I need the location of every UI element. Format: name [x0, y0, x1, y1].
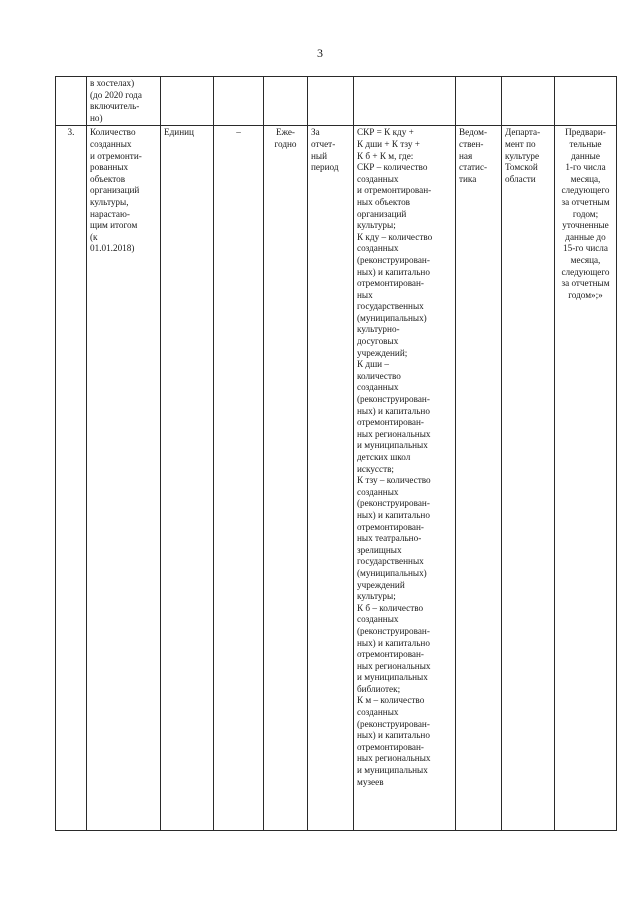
text-line: ных театрально-: [357, 533, 422, 544]
text-line: нарастаю-: [90, 208, 130, 219]
text-line: (реконструирован-: [357, 394, 430, 405]
text-line: –: [236, 127, 241, 138]
text-line: созданных: [357, 173, 399, 184]
frequency-cell: [264, 126, 308, 831]
text-line: (реконструирован-: [357, 498, 430, 509]
text-line: области: [505, 173, 536, 184]
text-line: культурно-: [357, 324, 400, 335]
text-line: но): [90, 112, 103, 123]
text-line: ная: [459, 150, 473, 161]
text-line: К дши –: [357, 359, 389, 370]
formula-cell: [354, 77, 456, 126]
frequency-cell: [264, 77, 308, 126]
text-line: ных) и капитально: [357, 509, 430, 520]
text-line: и отремонтирован-: [357, 185, 432, 196]
text-line: ных объектов: [357, 196, 411, 207]
text-line: данные до: [565, 231, 606, 242]
text-line: СКР – количество: [357, 162, 428, 173]
text-line: и муниципальных: [357, 765, 428, 776]
text-line: К б – количество: [357, 602, 424, 613]
row-number-cell: 3.: [56, 126, 87, 831]
text-line: тика: [459, 173, 477, 184]
text-line: Томской: [505, 162, 538, 173]
text-line: отремонтирован-: [357, 521, 424, 532]
text-line: отчет-: [311, 138, 336, 149]
text-line: ных региональных: [357, 660, 431, 671]
dynamics-cell: [214, 77, 264, 126]
text-line: культуры;: [357, 220, 396, 231]
text-line: СКР = К кду +: [357, 127, 414, 138]
cell-text: [505, 127, 551, 185]
text-line: 1-го числа: [565, 162, 606, 173]
text-line: созданных: [357, 382, 399, 393]
text-line: культуры;: [357, 591, 396, 602]
text-line: Количество: [90, 127, 136, 138]
text-line: государственных: [357, 556, 424, 567]
text-line: детских школ: [357, 452, 411, 462]
text-line: период: [311, 162, 339, 173]
dynamics-cell: [214, 126, 264, 831]
text-line: зрелищных: [357, 544, 402, 555]
text-line: учреждений: [357, 579, 405, 590]
text-line: ных региональных: [357, 753, 431, 764]
text-line: отремонтирован-: [357, 741, 424, 752]
period-cell: [308, 126, 354, 831]
text-line: организаций: [90, 185, 140, 196]
text-line: количество: [357, 370, 401, 381]
text-line: ствен-: [459, 138, 484, 149]
indicator-name-cell: [87, 77, 161, 126]
text-line: К тзу – количество: [357, 475, 431, 486]
deadline-cell: [555, 126, 617, 831]
indicator-table: [55, 76, 617, 831]
cell-text: [90, 78, 157, 124]
text-line: месяца,: [570, 173, 601, 184]
text-line: музеев: [357, 776, 384, 787]
formula-cell: [354, 126, 456, 831]
unit-cell: [161, 126, 214, 831]
text-line: ных) и капитально: [357, 405, 430, 416]
text-line: Единиц: [164, 127, 194, 138]
text-line: (реконструирован-: [357, 718, 430, 729]
text-line: щим итогом: [90, 220, 138, 231]
text-line: следующего: [561, 185, 610, 196]
text-line: (муниципальных): [357, 567, 427, 578]
data-source-cell: [456, 77, 502, 126]
text-line: Департа-: [505, 127, 541, 138]
text-line: ных) и капитально: [357, 266, 430, 277]
cell-text: [459, 127, 498, 185]
text-line: государственных: [357, 301, 424, 312]
text-line: данные: [571, 150, 600, 161]
text-line: годно: [274, 138, 297, 149]
text-line: созданных: [90, 138, 132, 149]
text-line: ных) и капитально: [357, 637, 430, 648]
responsible-cell: [502, 77, 555, 126]
text-line: За: [311, 127, 320, 138]
text-line: в хостелах): [90, 78, 135, 88]
text-line: созданных: [357, 614, 399, 625]
text-line: К б + К м, где:: [357, 150, 414, 161]
text-line: ный: [311, 150, 328, 161]
text-line: К кду – количество: [357, 231, 433, 242]
text-line: Ведом-: [459, 127, 488, 138]
page-number: 3: [317, 46, 323, 60]
text-line: Еже-: [276, 127, 295, 138]
text-line: (реконструирован-: [357, 625, 430, 636]
text-line: созданных: [357, 707, 399, 718]
cell-text: [164, 127, 210, 139]
text-line: учреждений;: [357, 347, 408, 358]
period-cell: [308, 77, 354, 126]
deadline-cell: [555, 77, 617, 126]
text-line: созданных: [357, 486, 399, 497]
text-line: культуры,: [90, 196, 129, 207]
text-line: месяца,: [570, 254, 601, 265]
text-line: годом;: [572, 208, 599, 219]
text-line: ных: [357, 289, 373, 300]
text-line: ных) и капитально: [357, 730, 430, 741]
cell-text: [217, 127, 260, 139]
cell-text: [558, 127, 613, 301]
cell-text: [267, 127, 304, 150]
responsible-cell: [502, 126, 555, 831]
text-line: (муниципальных): [357, 312, 427, 323]
text-line: отремонтирован-: [357, 278, 424, 289]
text-line: статис-: [459, 162, 488, 173]
text-line: за отчетным: [561, 278, 610, 289]
text-line: К м – количество: [357, 695, 425, 706]
text-line: за отчетным: [561, 196, 610, 207]
text-line: библиотек;: [357, 683, 401, 694]
data-source-cell: [456, 126, 502, 831]
text-line: годом»;»: [568, 289, 603, 300]
text-line: культуре: [505, 150, 540, 161]
text-line: и муниципальных: [357, 440, 428, 451]
text-line: уточненные: [562, 220, 609, 231]
text-line: мент по: [505, 138, 536, 149]
text-line: ных региональных: [357, 428, 431, 439]
text-line: и муниципальных: [357, 672, 428, 683]
text-line: организаций: [357, 208, 407, 219]
text-line: отремонтирован-: [357, 649, 424, 660]
text-line: (к: [90, 231, 98, 242]
text-line: К дши + К тзу +: [357, 138, 420, 149]
text-line: рованных: [90, 162, 129, 173]
indicator-name-cell: [87, 126, 161, 831]
text-line: (реконструирован-: [357, 254, 430, 265]
text-line: искусств;: [357, 463, 394, 474]
text-line: Предвари-: [565, 127, 606, 138]
text-line: тельные: [569, 138, 602, 149]
cell-text: [311, 127, 350, 173]
cell-text: [357, 127, 452, 788]
text-line: объектов: [90, 173, 126, 184]
text-line: следующего: [561, 266, 610, 277]
table-row: [56, 126, 617, 831]
table-row: [56, 77, 617, 126]
row-number-cell: [56, 77, 87, 126]
text-line: (до 2020 года: [90, 89, 142, 100]
unit-cell: [161, 77, 214, 126]
text-line: досуговых: [357, 336, 399, 347]
text-line: и отремонти-: [90, 150, 142, 161]
text-line: созданных: [357, 243, 399, 254]
text-line: 15-го числа: [563, 243, 608, 254]
text-line: включитель-: [90, 101, 140, 112]
cell-text: [90, 127, 157, 255]
text-line: 01.01.2018): [90, 243, 135, 254]
text-line: отремонтирован-: [357, 417, 424, 428]
